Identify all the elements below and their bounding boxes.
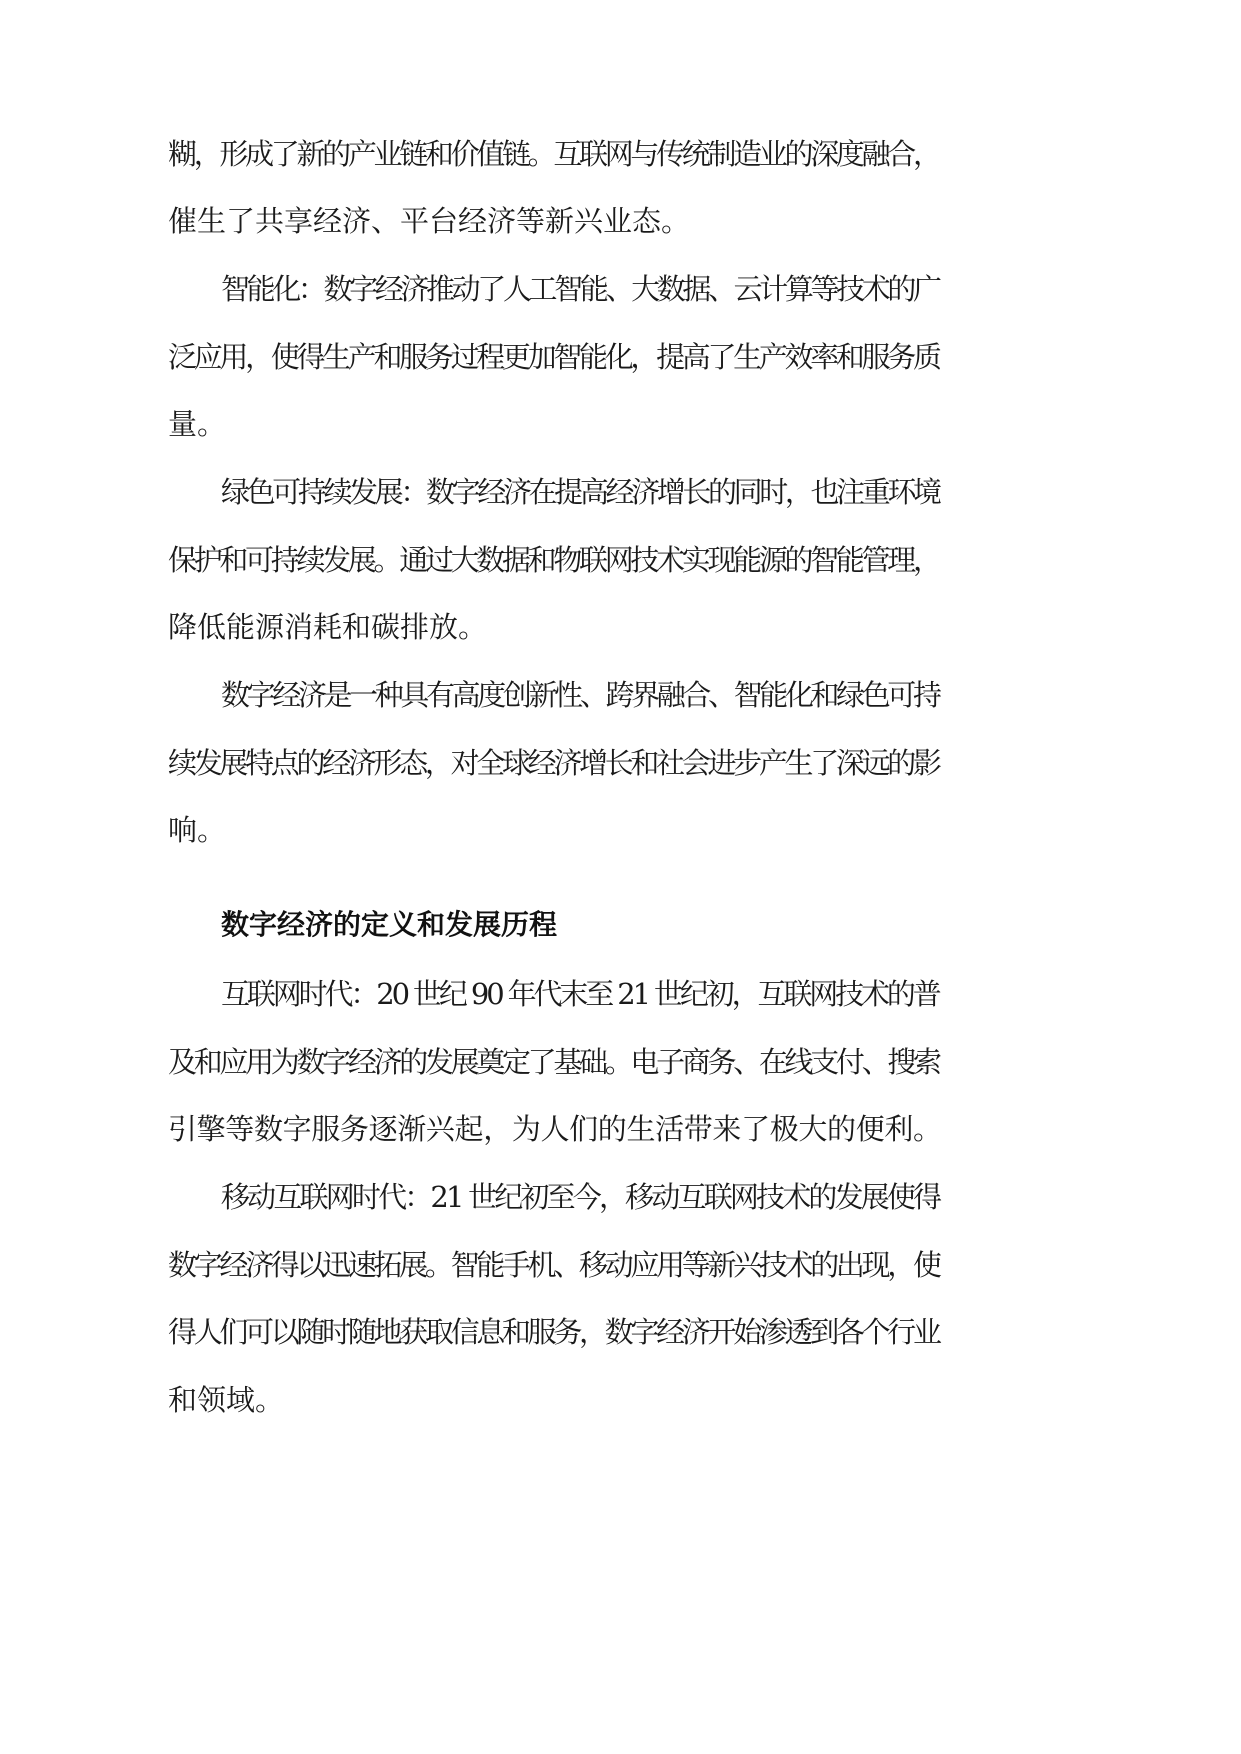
paragraph-line: 得人们可以随时随地获取信息和服务，数字经济开始渗透到各个行业 xyxy=(168,1315,939,1349)
paragraph-line: 和领域。 xyxy=(168,1383,285,1417)
paragraph-line: 互联网时代：20 世纪 90 年代末至 21 世纪初，互联网技术的普 xyxy=(221,977,939,1011)
section-heading: 数字经济的定义和发展历程 xyxy=(221,908,558,941)
paragraph-line: 绿色可持续发展：数字经济在提高经济增长的同时，也注重环境 xyxy=(221,475,939,509)
paragraph-line: 智能化：数字经济推动了人工智能、大数据、云计算等技术的广 xyxy=(221,272,939,306)
paragraph-line: 响。 xyxy=(168,813,227,847)
paragraph-line: 催生了共享经济、平台经济等新兴业态。 xyxy=(168,204,691,238)
paragraph-line: 引擎等数字服务逐渐兴起，为人们的生活带来了极大的便利。 xyxy=(168,1112,942,1146)
paragraph-line: 数字经济是一种具有高度创新性、跨界融合、智能化和绿色可持 xyxy=(221,678,939,712)
paragraph-line: 量。 xyxy=(168,407,227,441)
paragraph-line: 保护和可持续发展。通过大数据和物联网技术实现能源的智能管理， xyxy=(168,543,939,577)
paragraph-line: 降低能源消耗和碳排放。 xyxy=(168,610,488,644)
paragraph-line: 续发展特点的经济形态，对全球经济增长和社会进步产生了深远的影 xyxy=(168,746,939,780)
paragraph-line: 糊，形成了新的产业链和价值链。互联网与传统制造业的深度融合， xyxy=(168,137,939,171)
paragraph-line: 移动互联网时代：21 世纪初至今，移动互联网技术的发展使得 xyxy=(221,1180,940,1214)
paragraph-line: 泛应用，使得生产和服务过程更加智能化，提高了生产效率和服务质 xyxy=(168,340,939,374)
paragraph-line: 数字经济得以迅速拓展。智能手机、移动应用等新兴技术的出现，使 xyxy=(168,1248,939,1282)
paragraph-line: 及和应用为数字经济的发展奠定了基础。电子商务、在线支付、搜索 xyxy=(168,1045,939,1079)
